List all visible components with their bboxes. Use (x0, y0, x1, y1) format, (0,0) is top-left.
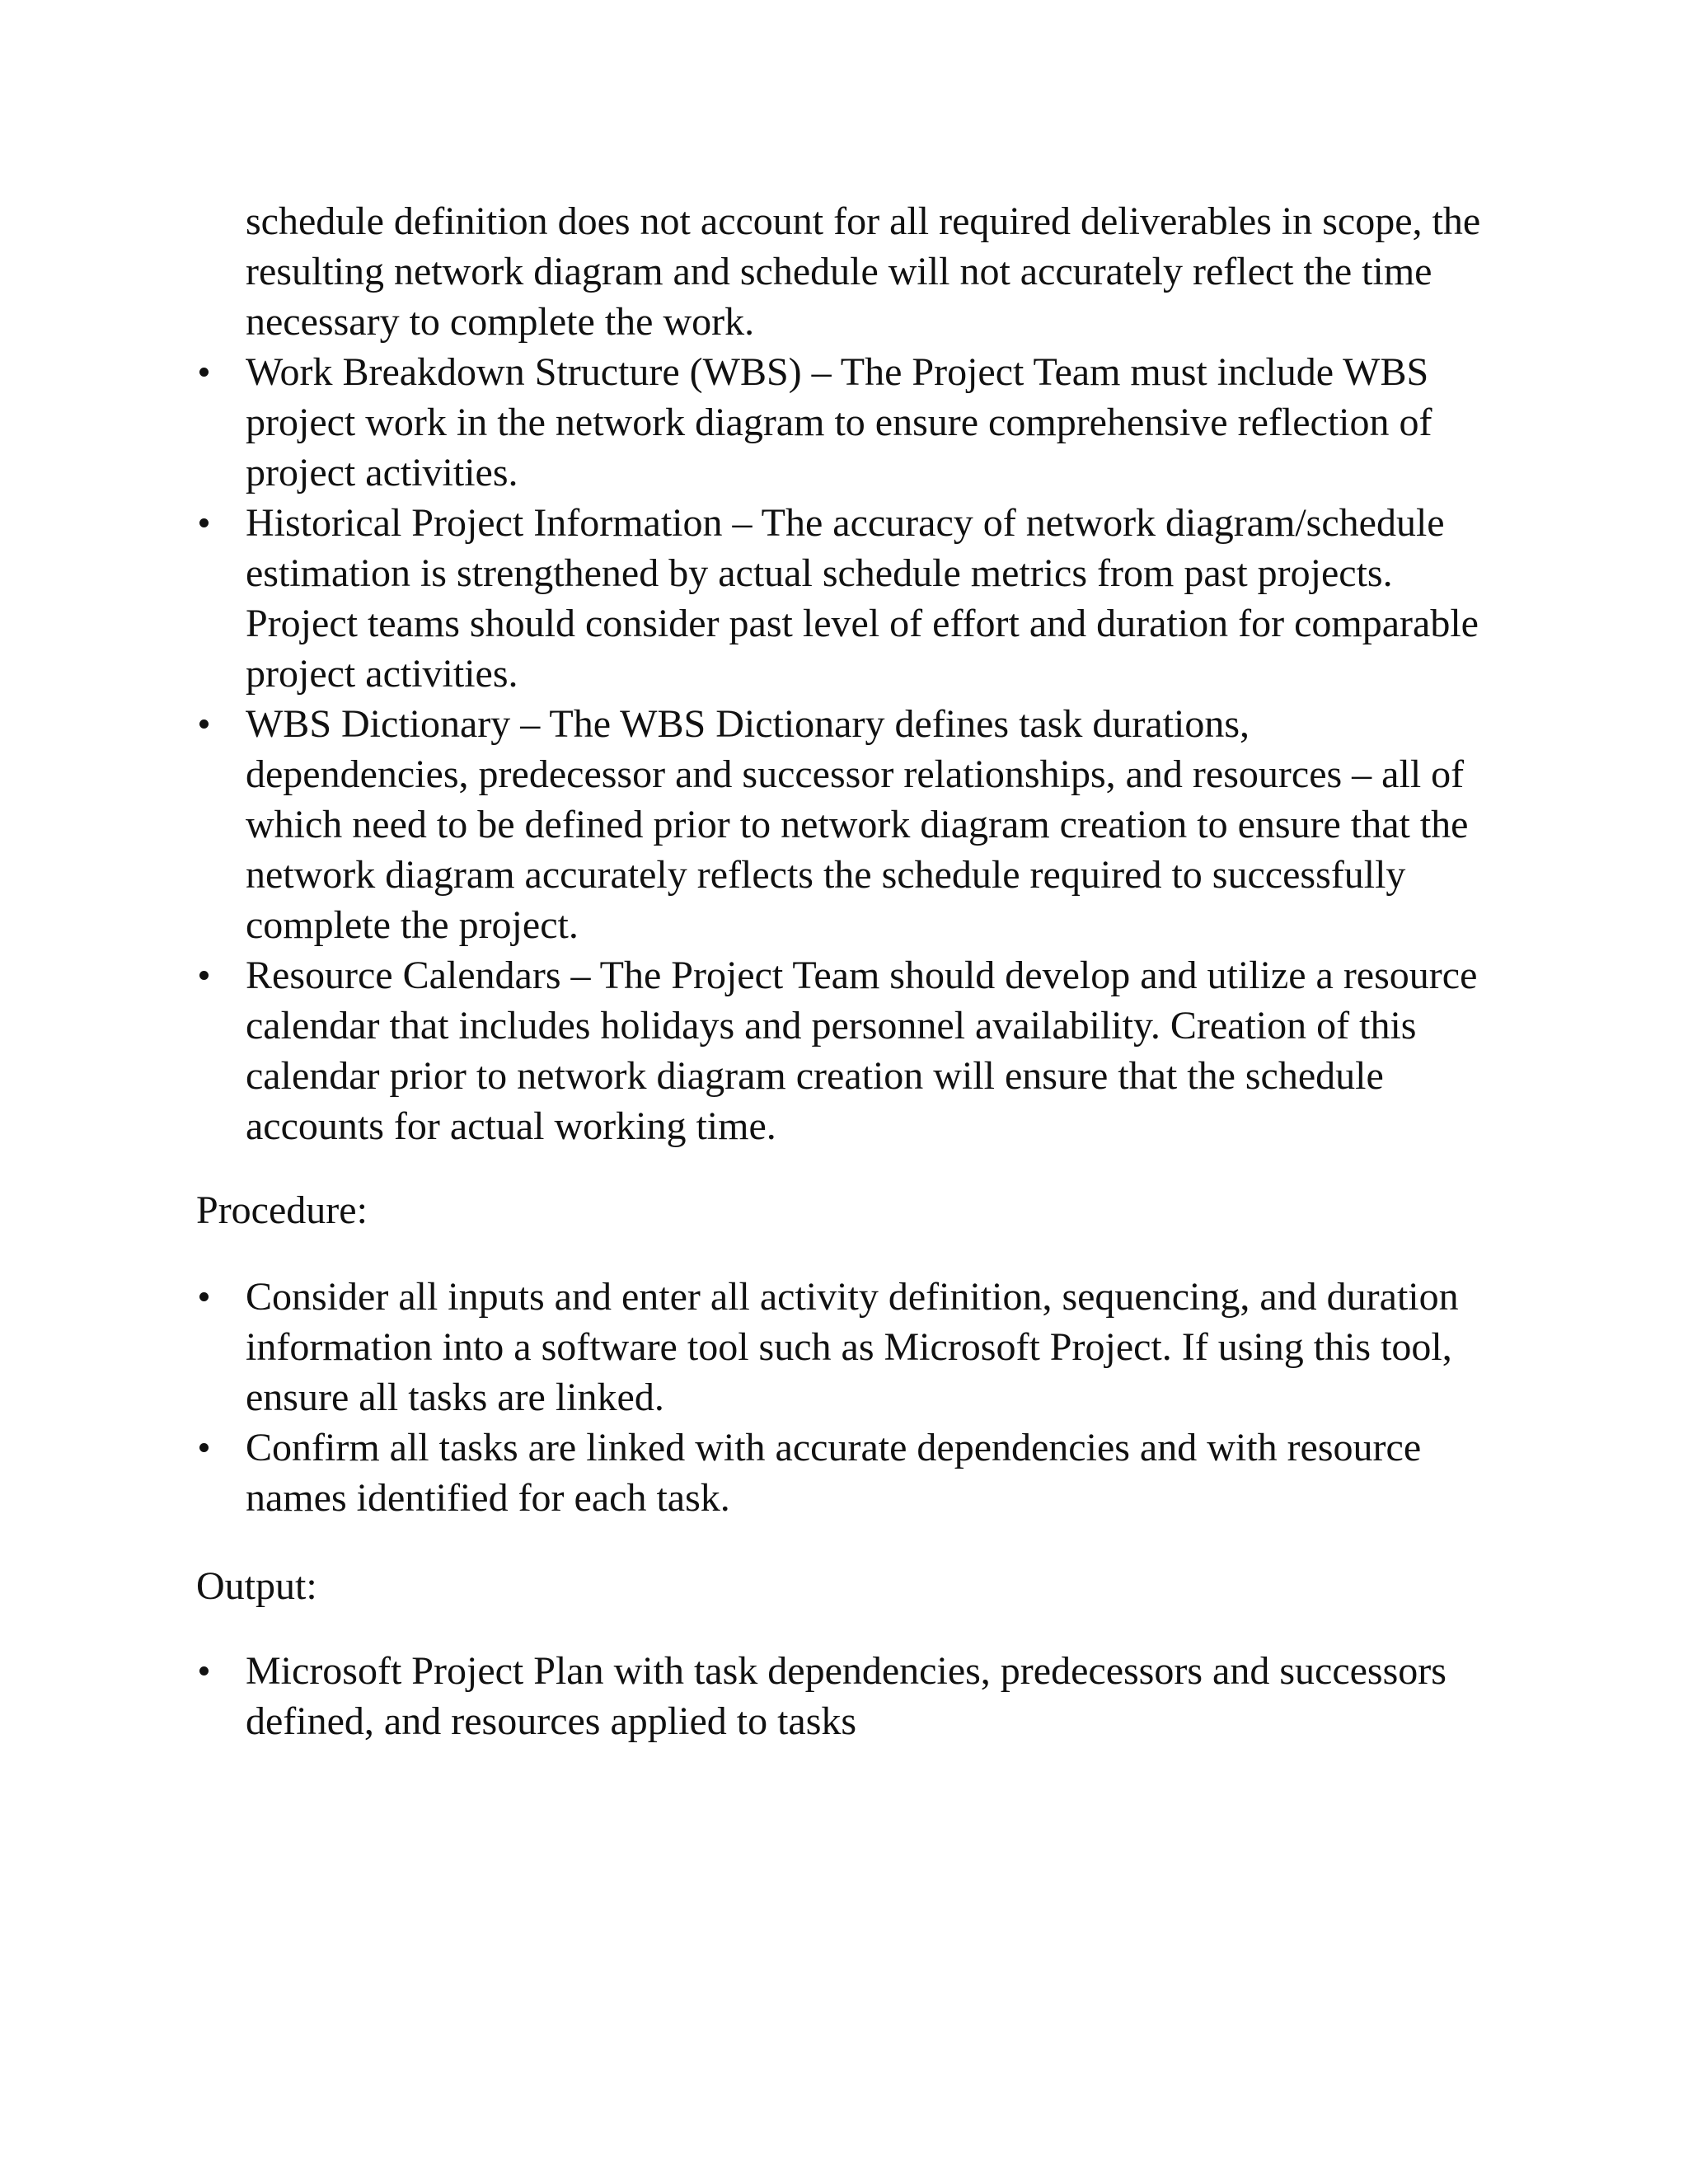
list-item (196, 1272, 1482, 1422)
list-item-text: Confirm all tasks are linked with accurate dependencies and with resource names identified for each task. (246, 1426, 1422, 1520)
bullet-icon (199, 719, 209, 729)
bullet-icon (199, 1666, 209, 1675)
output-heading: Output: (196, 1564, 317, 1608)
procedure-list (196, 1272, 1482, 1523)
bullet-icon (199, 368, 209, 377)
list-item (196, 950, 1482, 1151)
list-item-text: Resource Calendars – The Project Team should develop and utilize a resource calendar that includes holidays and personnel availability. Creation of this calendar prior to network diagram creation will ensure that the schedule accounts for actual working time. (246, 954, 1478, 1148)
output-list (196, 1646, 1482, 1746)
procedure-heading: Procedure: (196, 1188, 368, 1232)
list-item (196, 498, 1482, 699)
list-item-text: WBS Dictionary – The WBS Dictionary defines task durations, dependencies, predecessor and successor relationships, and resources – all of which need to be defined prior to network diagram creation to ensure that the network diagram accurately reflects the schedule required to successfully complete the project. (246, 702, 1469, 947)
bullet-icon (199, 1443, 209, 1452)
list-item (196, 1646, 1482, 1746)
list-item-text: Historical Project Information – The accuracy of network diagram/schedule estimation is strengthened by actual schedule metrics from past projects. Project teams should consider past level of effort and duration for comparable project activities. (246, 501, 1479, 696)
list-item (196, 347, 1482, 498)
bullet-icon (199, 1292, 209, 1301)
inputs-list (196, 347, 1482, 1151)
list-item (196, 1422, 1482, 1523)
continuation-paragraph: schedule definition does not account for all required deliverables in scope, the resulting network diagram and schedule will not accurately reflect the time necessary to complete the work. (246, 199, 1481, 344)
bullet-icon (199, 518, 209, 527)
bullet-icon (199, 971, 209, 980)
list-item (196, 699, 1482, 950)
list-item-text: Consider all inputs and enter all activity definition, sequencing, and duration information into a software tool such as Microsoft Project. If using this tool, ensure all tasks are linked. (246, 1275, 1459, 1419)
list-item-text: Microsoft Project Plan with task dependencies, predecessors and successors defined, and resources applied to tasks (246, 1649, 1447, 1743)
list-item-text: Work Breakdown Structure (WBS) – The Project Team must include WBS project work in the network diagram to ensure comprehensive reflection of project activities. (246, 350, 1432, 494)
